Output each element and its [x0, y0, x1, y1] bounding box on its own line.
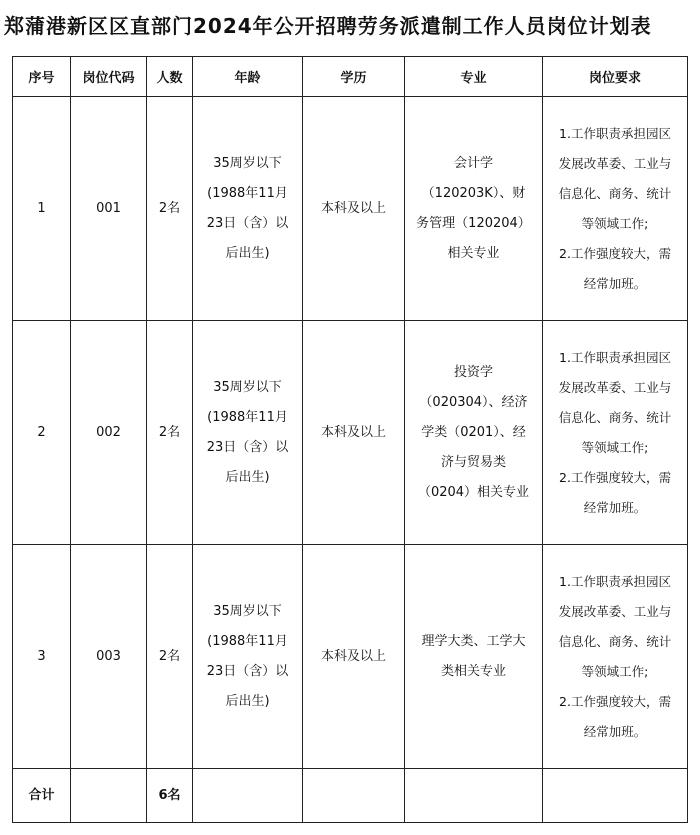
header-row [13, 57, 688, 97]
total-label: 合计 [13, 769, 71, 823]
major-line: 投资学 [453, 364, 493, 380]
empty-cell [303, 769, 405, 823]
empty-cell [71, 769, 147, 823]
age-line: 后出生) [225, 245, 270, 261]
cell-no: 1 [13, 97, 71, 321]
requirement-line: 信息化、商务、统计 [558, 633, 672, 649]
cell-requirements [543, 545, 688, 769]
cell-major [405, 545, 543, 769]
cell-major [405, 321, 543, 545]
cell-age [193, 321, 303, 545]
header-cell-major: 专业 [405, 57, 543, 97]
total-row [13, 769, 688, 823]
cell-count: 2名 [147, 97, 193, 321]
requirement-line: 信息化、商务、统计 [558, 185, 672, 201]
requirement-line: 发展改革委、工业与 [558, 155, 672, 171]
age-line: 后出生) [225, 469, 270, 485]
total-count: 6名 [147, 769, 193, 823]
cell-code: 002 [71, 321, 147, 545]
table-row [13, 97, 688, 321]
cell-requirements [543, 321, 688, 545]
cell-code: 001 [71, 97, 147, 321]
requirement-line: 2.工作强度较大，需 [559, 469, 671, 485]
cell-education: 本科及以上 [303, 97, 405, 321]
requirement-line: 1.工作职责承担园区 [559, 349, 671, 365]
requirement-line: 等领域工作; [581, 215, 649, 231]
requirement-line: 1.工作职责承担园区 [559, 573, 671, 589]
header-cell-no: 序号 [13, 57, 71, 97]
requirement-line: 发展改革委、工业与 [558, 603, 672, 619]
header-cell-education: 学历 [303, 57, 405, 97]
cell-age [193, 545, 303, 769]
empty-cell [543, 769, 688, 823]
age-line: 23日（含）以 [206, 663, 289, 679]
requirement-line: 经常加班。 [583, 723, 647, 739]
requirement-line: 发展改革委、工业与 [558, 379, 672, 395]
major-line: （120203K）、财 [421, 185, 526, 201]
major-line: 会计学 [453, 155, 493, 171]
major-line: 理学大类、工学大 [421, 633, 526, 649]
empty-cell [193, 769, 303, 823]
cell-count: 2名 [147, 321, 193, 545]
major-line: 济与贸易类 [440, 454, 506, 470]
requirement-line: 2.工作强度较大，需 [559, 245, 671, 261]
table-row [13, 321, 688, 545]
requirement-line: 1.工作职责承担园区 [559, 125, 671, 141]
header-cell-requirements: 岗位要求 [543, 57, 688, 97]
major-line: （0204）相关专业 [417, 484, 530, 500]
cell-age [193, 97, 303, 321]
requirement-line: 经常加班。 [583, 499, 647, 515]
header-cell-age: 年龄 [193, 57, 303, 97]
page-title: 郑蒲港新区区直部门2024年公开招聘劳务派遣制工作人员岗位计划表 [4, 14, 652, 38]
age-line: (1988年11月 [207, 633, 288, 649]
age-line: (1988年11月 [207, 409, 288, 425]
age-line: 35周岁以下 [213, 603, 282, 619]
empty-cell [405, 769, 543, 823]
major-line: 相关专业 [447, 245, 500, 261]
major-line: 类相关专业 [440, 663, 506, 679]
recruitment-plan-table [12, 56, 688, 823]
major-line: 学类（0201）、经 [421, 424, 526, 440]
major-line: （020304）、经济 [419, 394, 528, 410]
requirement-line: 等领域工作; [581, 663, 649, 679]
requirement-line: 2.工作强度较大，需 [559, 693, 671, 709]
requirement-line: 等领域工作; [581, 439, 649, 455]
cell-code: 003 [71, 545, 147, 769]
cell-education: 本科及以上 [303, 321, 405, 545]
cell-education: 本科及以上 [303, 545, 405, 769]
cell-no: 2 [13, 321, 71, 545]
cell-no: 3 [13, 545, 71, 769]
age-line: 35周岁以下 [213, 379, 282, 395]
age-line: 23日（含）以 [206, 215, 289, 231]
age-line: (1988年11月 [207, 185, 288, 201]
header-cell-code: 岗位代码 [71, 57, 147, 97]
major-line: 务管理（120204） [416, 215, 531, 231]
requirement-line: 信息化、商务、统计 [558, 409, 672, 425]
header-cell-count: 人数 [147, 57, 193, 97]
cell-count: 2名 [147, 545, 193, 769]
cell-major [405, 97, 543, 321]
cell-requirements [543, 97, 688, 321]
age-line: 23日（含）以 [206, 439, 289, 455]
age-line: 后出生) [225, 693, 270, 709]
table-row [13, 545, 688, 769]
requirement-line: 经常加班。 [583, 275, 647, 291]
age-line: 35周岁以下 [213, 155, 282, 171]
